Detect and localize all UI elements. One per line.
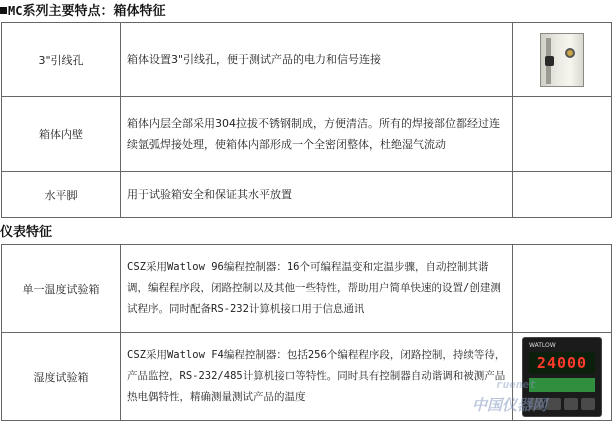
table-row [2, 23, 612, 97]
controller-display: 24000 [529, 352, 595, 374]
row-description: 箱体设置3"引线孔，便于测试产品的电力和信号连接 [121, 23, 513, 97]
watermark-sub: ruenet [496, 378, 536, 391]
watermark: 中国仪器网 [472, 396, 548, 414]
heading-text: 系列主要特点：箱体特征 [22, 4, 166, 19]
cabinet-port-photo [540, 33, 584, 87]
row-label: 箱体内壁 [2, 97, 121, 172]
controller-brand: WATLOW [529, 341, 556, 349]
row-description: CSZ采用Watlow F4编程控制器：包括256个编程程序段，闭路控制，持续等待，产品监控，RS-232/485计算机接口等特性。同时具有控制器自动谐调和被测产品热电偶特性，精确测量测试产品的温度 [121, 333, 513, 421]
bullet-square-icon [0, 7, 7, 14]
section-heading-cabinet [0, 2, 165, 21]
table-row [2, 172, 612, 218]
row-label: 3"引线孔 [2, 23, 121, 97]
table-row [2, 245, 612, 333]
heading-prefix: MC [8, 4, 23, 18]
table-row [2, 97, 612, 172]
row-label: 湿度试验箱 [2, 333, 121, 421]
row-label: 单一温度试验箱 [2, 245, 121, 333]
image-cell [513, 23, 612, 97]
cabinet-features-table [1, 22, 612, 218]
row-description: 箱体内层全部采用304拉拔不锈钢制成，方便清洁。所有的焊接部位都经过连续氩弧焊接处理，使箱体内部形成一个全密闭整体，杜绝湿气流动 [121, 97, 513, 172]
section-heading-instrument: 仪表特征 [0, 225, 53, 240]
image-cell [513, 245, 612, 333]
image-cell [513, 97, 612, 172]
row-description: 用于试验箱安全和保证其水平放置 [121, 172, 513, 218]
row-description: CSZ采用Watlow 96编程控制器：16个可编程温变和定温步骤，自动控制其谐调，编程程序段，闭路控制以及其他一些特性，帮助用户简单快速的设置/创建测试程序。同时配备RS-232计算机接口用于信息通讯 [121, 245, 513, 333]
row-label: 水平脚 [2, 172, 121, 218]
image-cell [513, 172, 612, 218]
